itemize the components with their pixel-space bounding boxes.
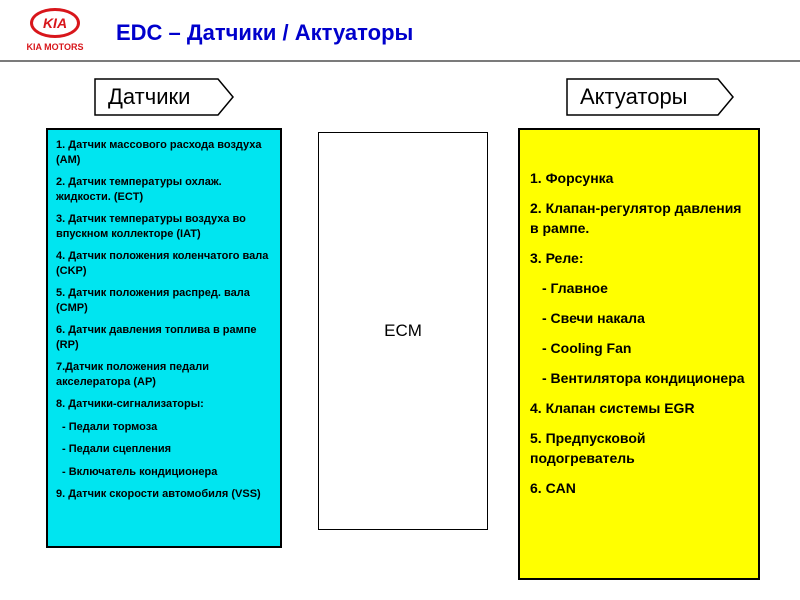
kia-brand-text: KIA MOTORS [26,42,84,52]
sensors-arrow-label [94,78,234,116]
sensor-item: 5. Датчик положения распред. вала (CMP) [56,287,250,314]
sensor-item: 4. Датчик положения коленчатого вала (CKP) [56,250,269,277]
sensor-subitem: - Включатель кондиционера [62,465,218,478]
actuator-subitem: - Свечи накала [542,310,645,326]
sensor-item: 3. Датчик температуры воздуха во впускном коллекторе (IAT) [56,213,246,240]
title-divider [0,60,800,62]
actuators-list [518,128,760,580]
kia-logo [10,8,100,56]
actuator-item: 2. Клапан-регулятор давления в рампе. [530,200,742,236]
sensor-subitem: - Педали сцепления [62,443,172,455]
sensor-item: 6. Датчик давления топлива в рампе (RP) [56,324,257,351]
sensors-heading: Датчики [108,84,191,109]
actuators-heading: Актуаторы [580,84,688,109]
actuator-item: 4. Клапан системы EGR [530,400,695,416]
kia-emblem [30,8,80,38]
slide-title: EDC – Датчики / Актуаторы [116,20,414,45]
sensor-subitem: - Педали тормоза [62,420,158,433]
sensor-item: 9. Датчик скорости автомобиля (VSS) [56,488,261,500]
ecm-label: ECM [384,321,422,340]
actuator-subitem: - Cooling Fan [542,340,632,356]
sensor-item: 8. Датчики-сигнализаторы: [56,398,204,410]
actuator-item: 3. Реле: [530,250,584,266]
sensor-item: 2. Датчик температуры охлаж. жидкости. (ECT) [56,176,222,203]
actuator-item: 5. Предпусковой подогреватель [530,430,646,466]
actuator-subitem: - Главное [542,280,608,296]
sensors-list [46,128,282,548]
sensor-item: 1. Датчик массового расхода воздуха (AM) [56,139,262,166]
sensor-item: 7.Датчик положения педали акселератора (AP) [56,361,209,388]
actuators-arrow-label [566,78,734,116]
kia-emblem-text: KIA [42,15,68,31]
actuator-item: 6. CAN [530,480,576,496]
actuator-item: 1. Форсунка [530,170,614,186]
actuator-subitem: - Вентилятора кондиционера [542,370,745,386]
ecm-block [318,132,488,530]
